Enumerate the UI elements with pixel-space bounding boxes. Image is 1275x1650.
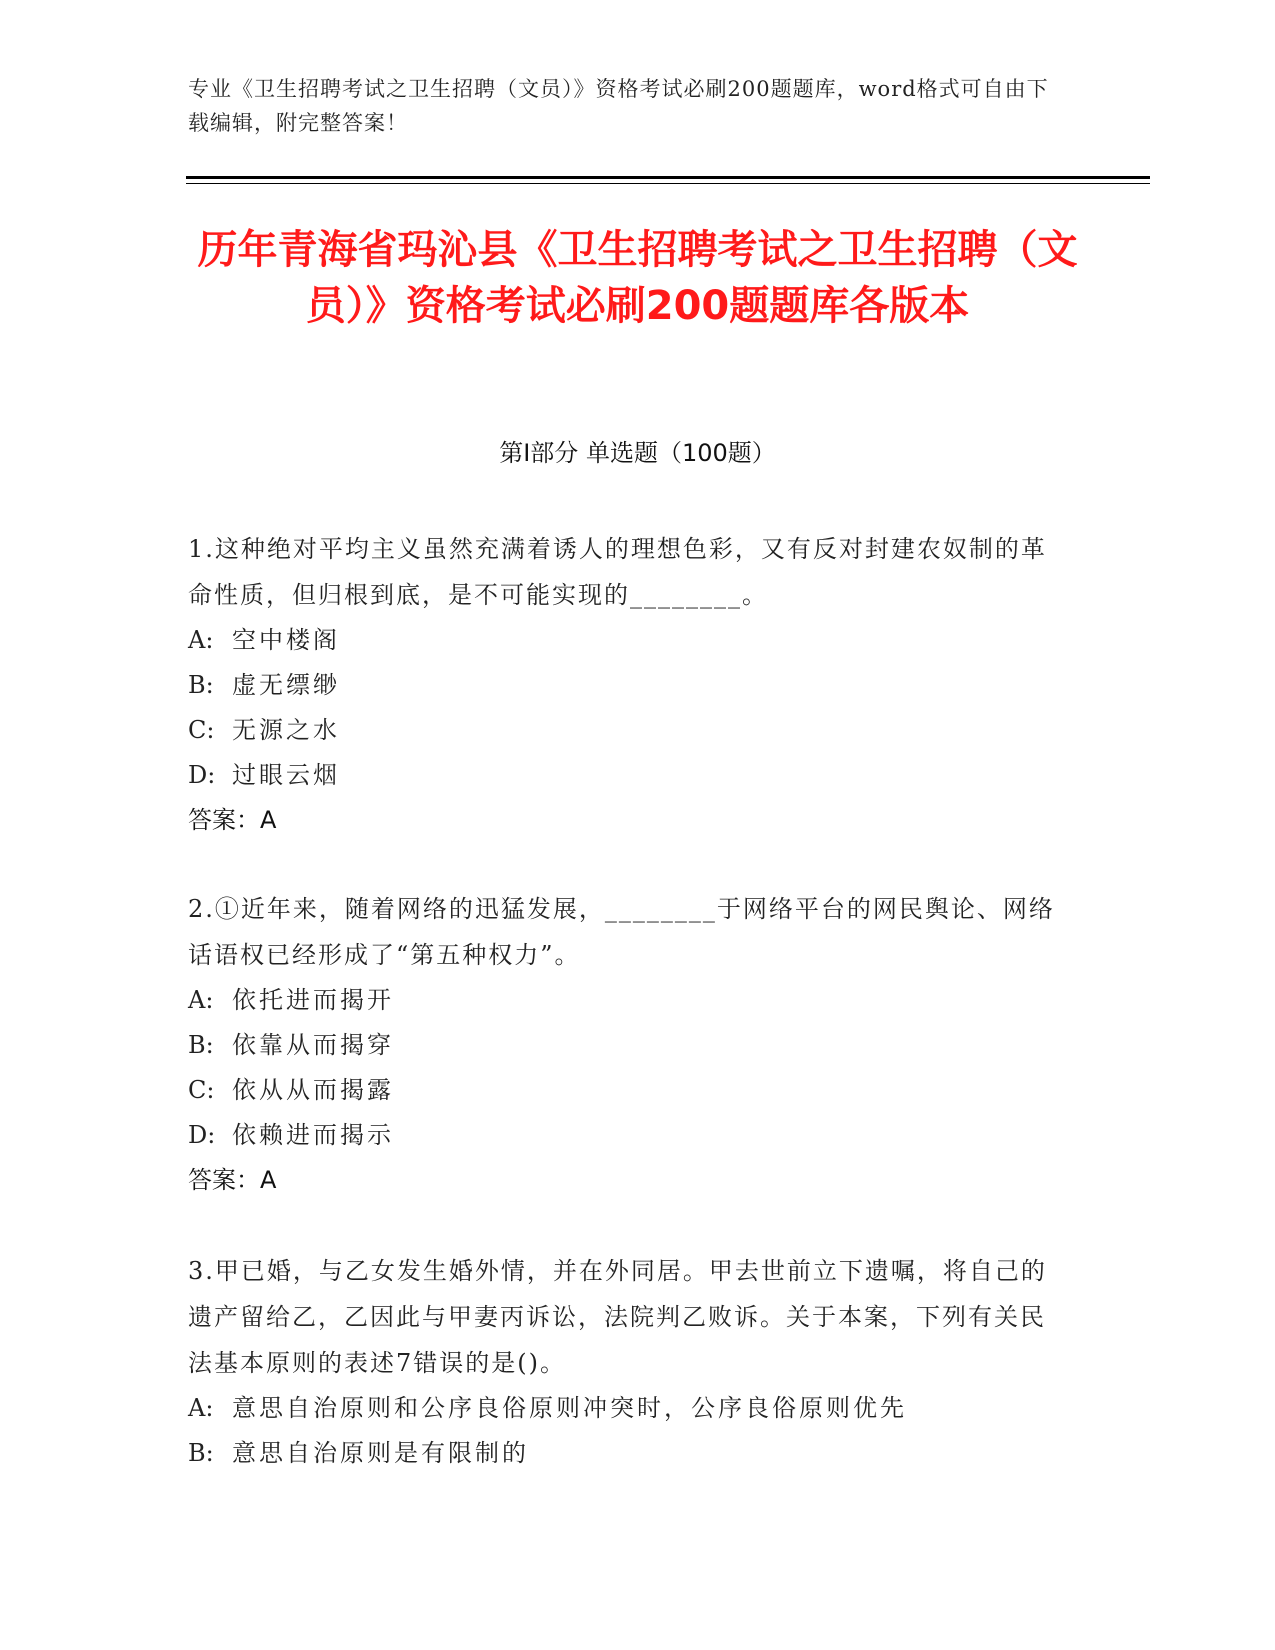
option-text: 过眼云烟 bbox=[232, 761, 340, 789]
answer-line: 答案：A bbox=[188, 806, 277, 834]
option-text: 依托进而揭开 bbox=[232, 986, 394, 1014]
option-a bbox=[188, 1386, 1068, 1431]
option-c bbox=[188, 1068, 1068, 1113]
option-a bbox=[188, 978, 1068, 1023]
option-b bbox=[188, 663, 1068, 708]
option-text: 无源之水 bbox=[232, 716, 340, 744]
question-3 bbox=[188, 1248, 1068, 1476]
option-b bbox=[188, 1431, 1068, 1476]
option-letter: B: bbox=[188, 671, 214, 699]
option-letter: A: bbox=[188, 626, 214, 654]
option-text: 依从从而揭露 bbox=[232, 1076, 394, 1104]
option-d bbox=[188, 753, 1068, 798]
section-heading: 第Ⅰ部分 单选题（100题） bbox=[499, 439, 776, 467]
option-text: 依赖进而揭示 bbox=[232, 1121, 394, 1149]
answer-line: 答案：A bbox=[188, 1166, 277, 1194]
option-letter: A: bbox=[188, 986, 214, 1014]
option-letter: A: bbox=[188, 1394, 214, 1422]
option-c bbox=[188, 708, 1068, 753]
option-text: 空中楼阁 bbox=[232, 626, 340, 654]
option-letter: C: bbox=[188, 1076, 215, 1104]
option-a bbox=[188, 618, 1068, 663]
question-stem: 3.甲已婚，与乙女发生婚外情，并在外同居。甲去世前立下遗嘱，将自己的遗产留给乙，乙因此与甲妻丙诉讼，法院判乙败诉。关于本案，下列有关民法基本原则的表述7错误的是()。 bbox=[188, 1257, 1047, 1377]
question-stem: 1.这种绝对平均主义虽然充满着诱人的理想色彩，又有反对封建农奴制的革命性质，但归根到底，是不可能实现的________。 bbox=[188, 535, 1047, 609]
option-letter: D: bbox=[188, 1121, 216, 1149]
document-title: 历年青海省玛沁县《卫生招聘考试之卫生招聘（文员）》资格考试必刷200题题库各版本 bbox=[197, 227, 1078, 329]
header-note: 专业《卫生招聘考试之卫生招聘（文员）》资格考试必刷200题题库，word格式可自由下载编辑，附完整答案！ bbox=[188, 77, 1049, 135]
option-letter: D: bbox=[188, 761, 216, 789]
question-stem: 2.①近年来，随着网络的迅猛发展，________于网络平台的网民舆论、网络话语权已经形成了“第五种权力”。 bbox=[188, 895, 1055, 969]
option-letter: B: bbox=[188, 1439, 214, 1467]
option-text: 意思自治原则和公序良俗原则冲突时，公序良俗原则优先 bbox=[232, 1394, 907, 1422]
option-text: 意思自治原则是有限制的 bbox=[232, 1439, 529, 1467]
option-d bbox=[188, 1113, 1068, 1158]
option-b bbox=[188, 1023, 1068, 1068]
header-divider-thin bbox=[186, 183, 1150, 184]
option-letter: C: bbox=[188, 716, 215, 744]
header-divider-thick bbox=[186, 176, 1150, 179]
question-2 bbox=[188, 886, 1068, 1203]
option-text: 依靠从而揭穿 bbox=[232, 1031, 394, 1059]
question-1 bbox=[188, 526, 1068, 843]
option-letter: B: bbox=[188, 1031, 214, 1059]
option-text: 虚无缥缈 bbox=[232, 671, 340, 699]
